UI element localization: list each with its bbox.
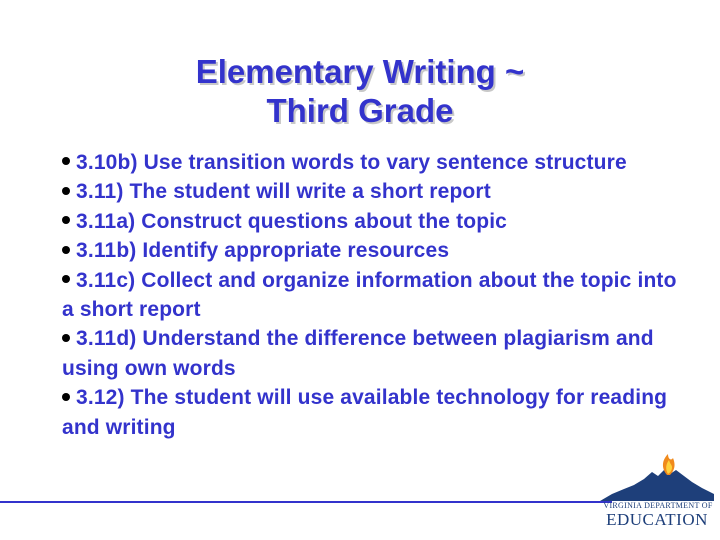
logo-line2: EDUCATION — [606, 510, 708, 529]
bullet-text: 3.11c) Collect and organize information about the topic into a short report — [62, 268, 677, 322]
footer-divider — [0, 501, 612, 503]
bullet-text: 3.11d) Understand the difference between plagiarism and using own words — [62, 327, 654, 380]
bullet-dot-icon — [62, 334, 70, 342]
vdoe-logo — [598, 448, 716, 534]
bullet-text: 3.12) The student will use available technology for reading and writing — [62, 386, 668, 439]
bullet-text: 3.11) The student will write a short report — [76, 180, 491, 204]
bullet-dot-icon — [62, 187, 70, 195]
bullet-dot-icon — [62, 275, 70, 283]
bullet-item — [62, 236, 682, 265]
bullet-dot-icon — [62, 157, 70, 165]
slide-title-line2: Third Grade — [266, 92, 454, 129]
bullet-item — [62, 266, 682, 325]
bullet-list — [62, 148, 682, 442]
bullet-text: 3.10b) Use transition words to vary sentence structure — [76, 151, 627, 174]
bullet-dot-icon — [62, 216, 70, 224]
bullet-item — [62, 324, 682, 383]
slide-title — [0, 52, 720, 130]
virginia-torch-icon — [598, 448, 716, 504]
bullet-item — [62, 383, 682, 442]
bullet-text: 3.11b) Identify appropriate resources — [76, 239, 450, 263]
slide-title-line1: Elementary Writing ~ — [195, 53, 525, 90]
bullet-dot-icon — [62, 246, 70, 254]
bullet-text: 3.11a) Construct questions about the topic — [76, 209, 508, 233]
bullet-item — [62, 207, 682, 236]
bullet-dot-icon — [62, 393, 70, 401]
bullet-item — [62, 148, 682, 177]
logo-line1: VIRGINIA DEPARTMENT OF — [603, 501, 713, 510]
bullet-item — [62, 177, 682, 206]
